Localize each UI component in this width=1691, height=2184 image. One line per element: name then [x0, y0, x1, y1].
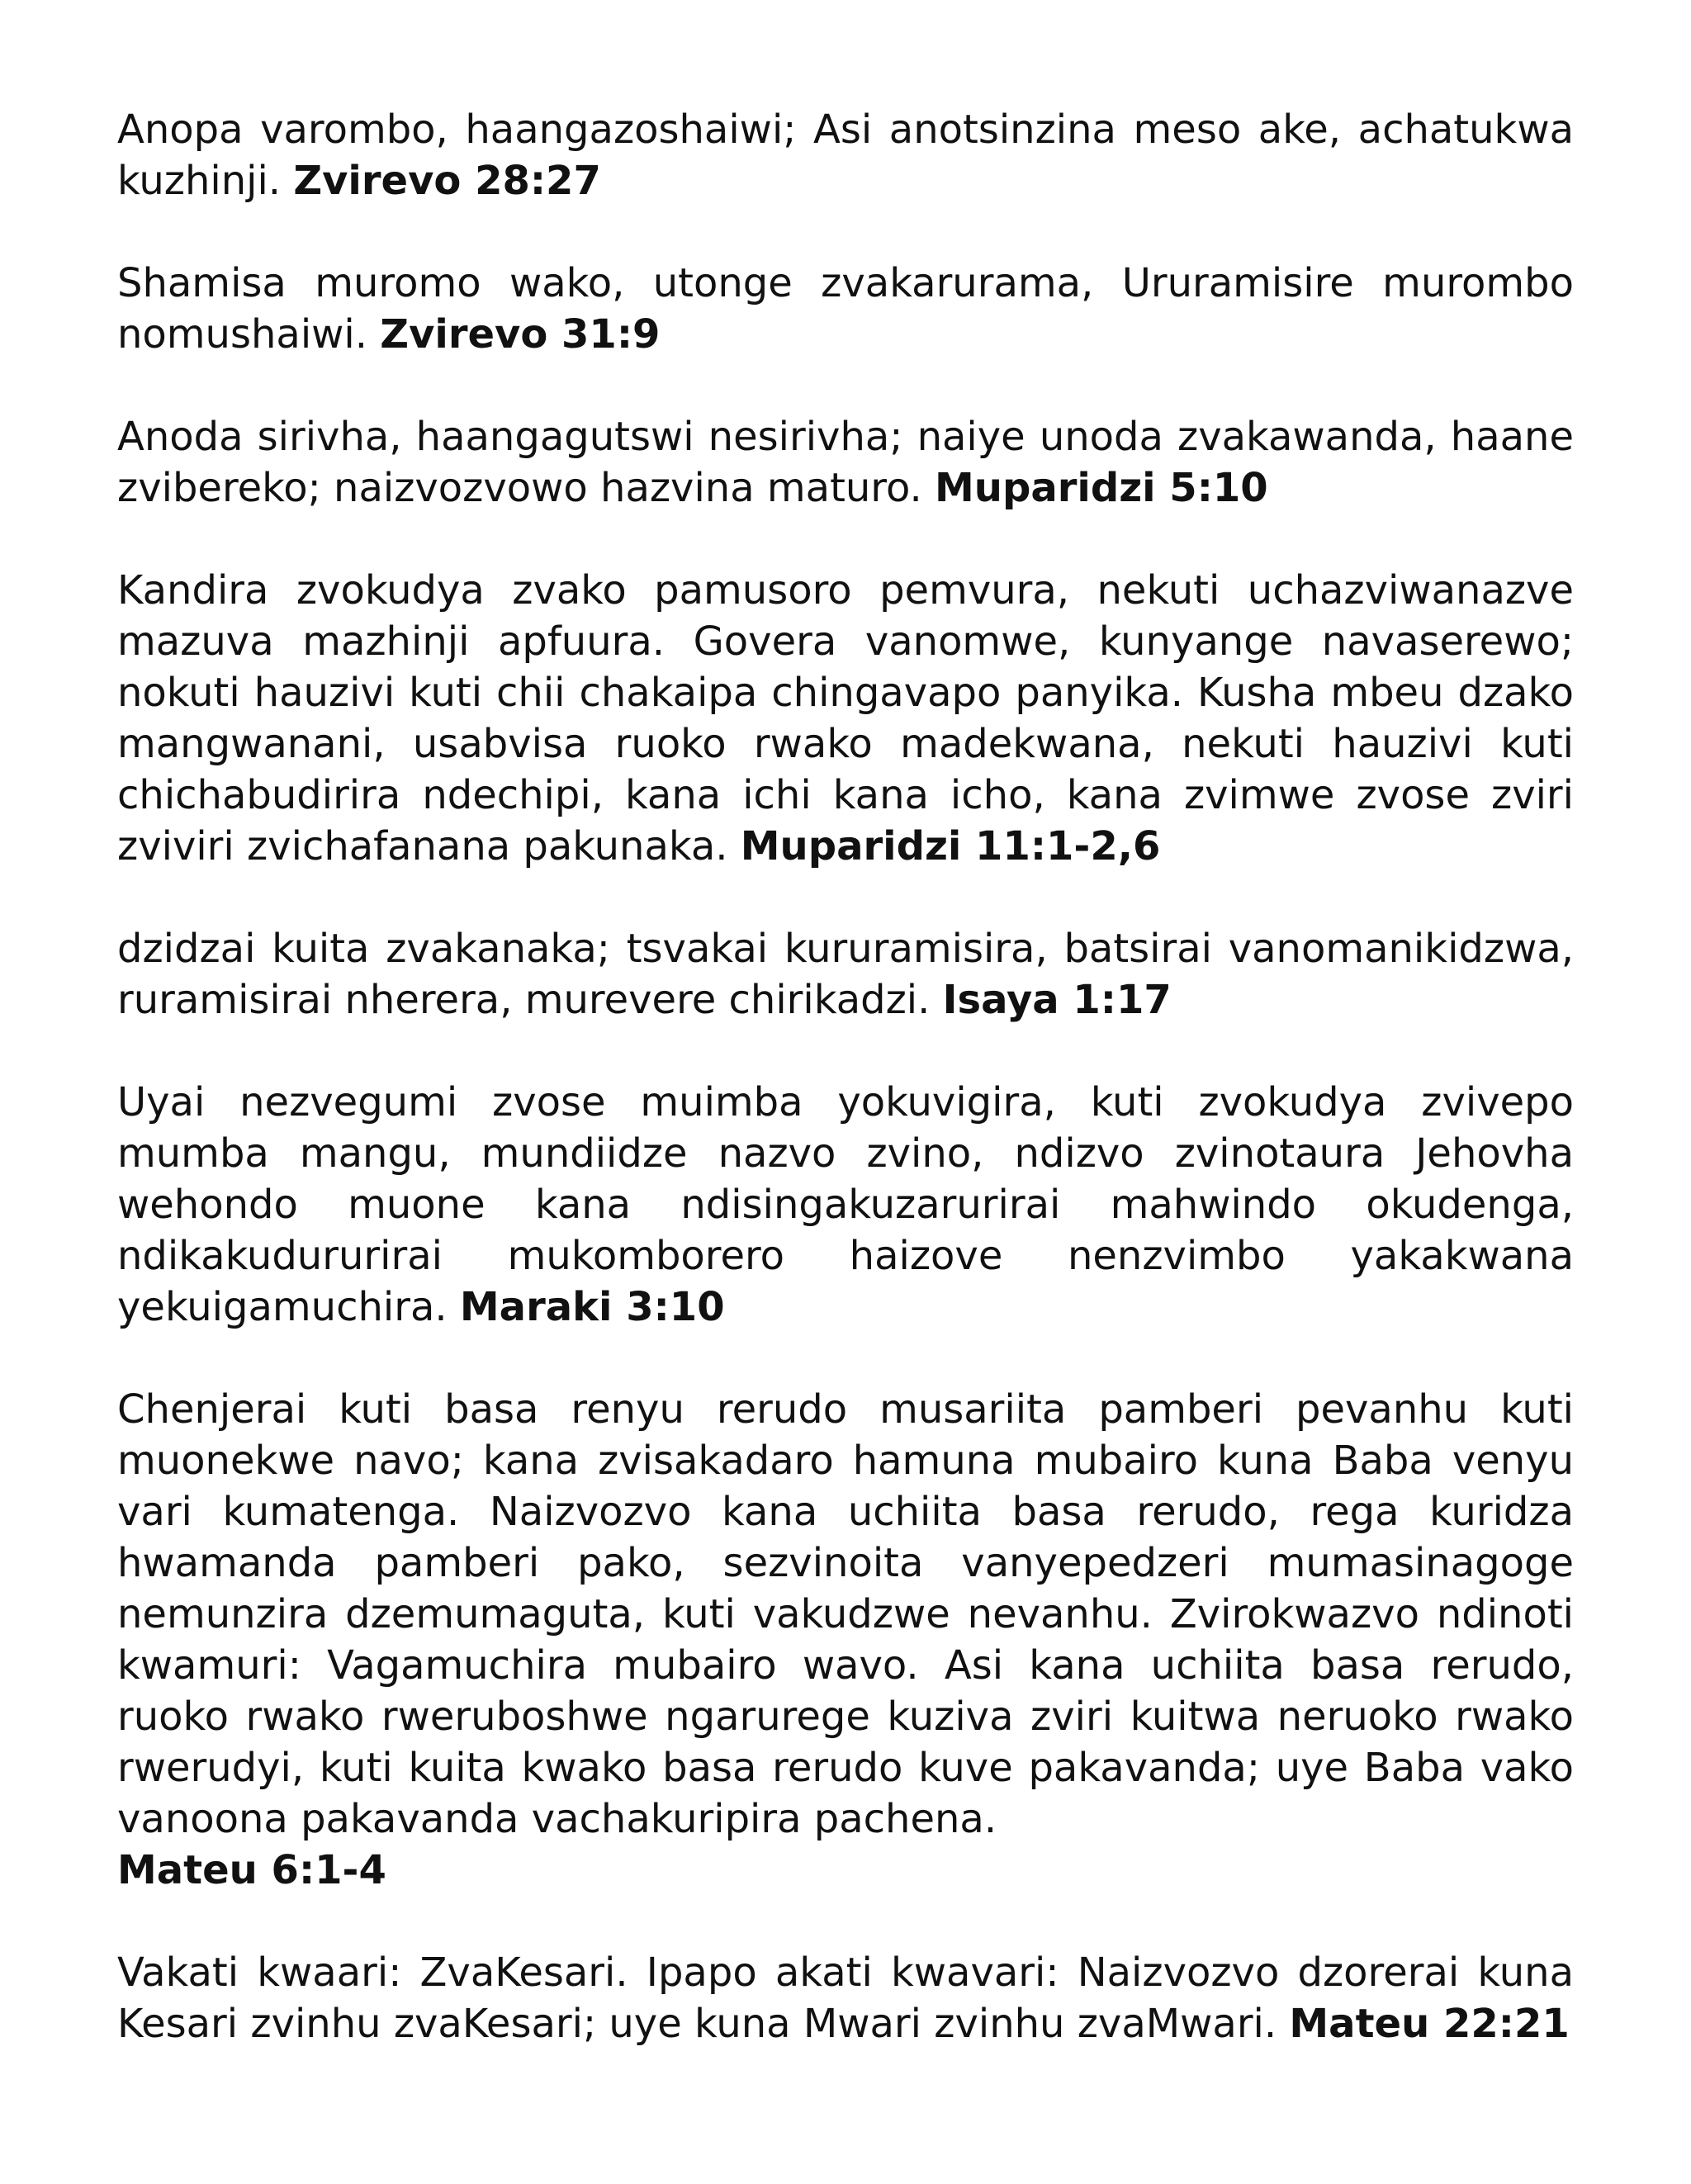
verse-paragraph [117, 411, 1574, 514]
verse-paragraph [117, 1077, 1574, 1333]
verse-reference: Zvirevo 28:27 [293, 158, 601, 204]
verse-reference: Maraki 3:10 [459, 1284, 725, 1330]
verse-paragraph [117, 258, 1574, 360]
verse-text: Shamisa muromo wako, utonge zvakarurama, Ururamisire murombo nomushaiwi. [117, 260, 1574, 358]
verse-text: Chenjerai kuti basa renyu rerudo musariita pamberi pevanhu kuti muonekwe navo; kana zvisakadaro hamuna mubairo kuna Baba venyu vari kumatenga. Naizvozvo kana uchiita basa rerudo, rega kuridza hwamanda pamberi pako, sezvinoita vanyepedzeri mumasinagoge nemunzira dzemumaguta, kuti vakudzwe nevanhu. Zvirokwazvo ndinoti kwamuri: Vagamuchira mubairo wavo. Asi kana uchiita basa rerudo, ruoko rwako rweruboshwe ngarurege kuziva zviri kuitwa neruoko rwako rwerudyi, kuti kuita kwako basa rerudo kuve pakavanda; uye Baba vako vanoona pakavanda vachakuripira pachena. [117, 1386, 1574, 1842]
verse-reference: Muparidzi 11:1-2,6 [740, 823, 1161, 869]
document-page [117, 104, 1574, 2101]
verse-paragraph [117, 104, 1574, 206]
verse-paragraph [117, 1947, 1574, 2049]
verse-reference: Isaya 1:17 [942, 977, 1172, 1023]
verse-reference: Muparidzi 5:10 [935, 465, 1268, 511]
verse-paragraph [117, 565, 1574, 872]
verse-paragraph [117, 923, 1574, 1026]
verse-reference: Mateu 22:21 [1289, 2001, 1570, 2047]
verse-text: Anoda sirivha, haangagutswi nesirivha; naiye unoda zvakawanda, haane zvibereko; naizvozvowo hazvina maturo. [117, 414, 1574, 511]
verse-text: Kandira zvokudya zvako pamusoro pemvura, nekuti uchazviwanazve mazuva mazhinji apfuura. Govera vanomwe, kunyange navaserewo; nokuti hauzivi kuti chii chakaipa chingavapo panyika. Kusha mbeu dzako mangwanani, usabvisa ruoko rwako madekwana, nekuti hauzivi kuti chichabudirira ndechipi, kana ichi kana icho, kana zvimwe zvose zviri zviviri zvichafanana pakunaka. [117, 567, 1574, 869]
verse-reference: Mateu 6:1-4 [117, 1847, 386, 1893]
verse-text: Uyai nezvegumi zvose muimba yokuvigira, kuti zvokudya zvivepo mumba mangu, mundiidze nazvo zvino, ndizvo zvinotaura Jehovha wehondo muone kana ndisingakuzarurirai mahwindo okudenga, ndikakudururirai mukomborero haizove nenzvimbo yakakwana yekuigamuchira. [117, 1079, 1574, 1330]
verse-text: dzidzai kuita zvakanaka; tsvakai kururamisira, batsirai vanomanikidzwa, ruramisirai nherera, murevere chirikadzi. [117, 926, 1574, 1023]
verse-text: Vakati kwaari: ZvaKesari. Ipapo akati kwavari: Naizvozvo dzorerai kuna Kesari zvinhu zvaKesari; uye kuna Mwari zvinhu zvaMwari. [117, 1949, 1574, 2047]
verse-paragraph [117, 1384, 1574, 1896]
verse-reference: Zvirevo 31:9 [380, 311, 661, 358]
verse-text: Anopa varombo, haangazoshaiwi; Asi anotsinzina meso ake, achatukwa kuzhinji. [117, 107, 1574, 204]
